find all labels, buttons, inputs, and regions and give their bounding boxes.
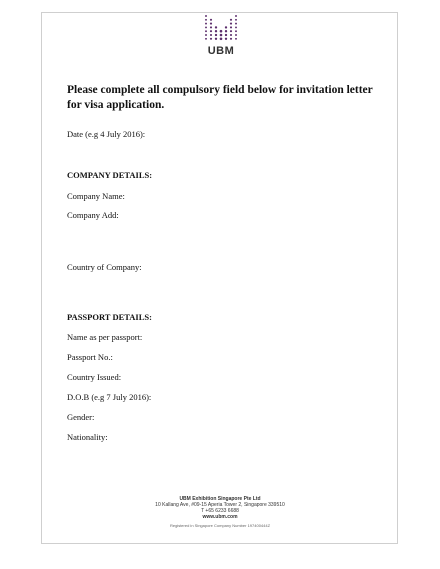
footer-address: 10 Kallang Ave, #09-15 Aperia Tower 2, Singapore 339510 <box>155 502 285 508</box>
logo-dot <box>225 38 227 40</box>
ubm-logo <box>198 14 244 64</box>
logo-dot <box>225 34 227 36</box>
logo-dot <box>205 38 207 40</box>
passport-nationality-label: Nationality: <box>67 432 108 442</box>
logo-dot <box>205 15 207 17</box>
logo-dot <box>235 38 237 40</box>
logo-dot <box>205 34 207 36</box>
logo-dot <box>215 26 217 28</box>
logo-dot <box>220 30 223 33</box>
company-name-label: Company Name: <box>67 191 125 201</box>
logo-dot <box>210 34 212 36</box>
logo-dot <box>210 38 212 40</box>
passport-section-title: PASSPORT DETAILS: <box>67 312 152 322</box>
logo-dot <box>230 19 232 21</box>
logo-dot <box>210 30 212 32</box>
logo-dot <box>235 30 237 32</box>
footer-company-name: UBM Exhibition Singapore Pte Ltd <box>179 496 261 502</box>
page-heading: Please complete all compulsory field below for invitation letter for visa application. <box>67 84 373 111</box>
logo-dot <box>205 30 207 32</box>
logo-dot <box>205 19 207 21</box>
logo-text: UBM <box>207 45 235 57</box>
company-country-label: Country of Company: <box>67 262 142 272</box>
logo-dot <box>235 19 237 21</box>
footer-phone: T +65 6233 6688 <box>201 508 239 514</box>
logo-dot <box>230 26 232 28</box>
logo-dot <box>225 30 227 32</box>
logo-dot <box>215 34 217 36</box>
logo-dot <box>235 23 237 25</box>
logo-dot <box>230 23 232 25</box>
logo-dot <box>210 23 212 25</box>
passport-gender-label: Gender: <box>67 412 95 422</box>
passport-name-label: Name as per passport: <box>67 332 143 342</box>
passport-number-label: Passport No.: <box>67 352 113 362</box>
logo-dot <box>230 38 232 40</box>
passport-dob-label: D.O.B (e.g 7 July 2016): <box>67 392 152 402</box>
logo-dot <box>210 26 212 28</box>
page-footer <box>120 496 320 529</box>
logo-dot <box>235 26 237 28</box>
logo-dot <box>205 26 207 28</box>
logo-dot <box>230 30 232 32</box>
company-section-title: COMPANY DETAILS: <box>67 170 153 180</box>
logo-dot <box>235 34 237 36</box>
footer-registration: Registered in Singapore Company Number 197400444Z <box>169 523 271 528</box>
passport-country-label: Country Issued: <box>67 372 122 382</box>
company-address-label: Company Add: <box>67 210 119 220</box>
logo-dot <box>215 30 217 32</box>
logo-dot <box>235 15 237 17</box>
footer-website: www.ubm.com <box>202 514 238 520</box>
logo-dot <box>210 19 212 21</box>
ubm-dots-icon <box>204 14 238 44</box>
logo-dot <box>205 23 207 25</box>
date-label: Date (e.g 4 July 2016): <box>67 129 146 139</box>
logo-dot <box>230 34 232 36</box>
logo-dot <box>215 38 217 40</box>
logo-dot <box>220 34 223 37</box>
logo-dot <box>225 26 227 28</box>
logo-dot <box>220 38 223 41</box>
